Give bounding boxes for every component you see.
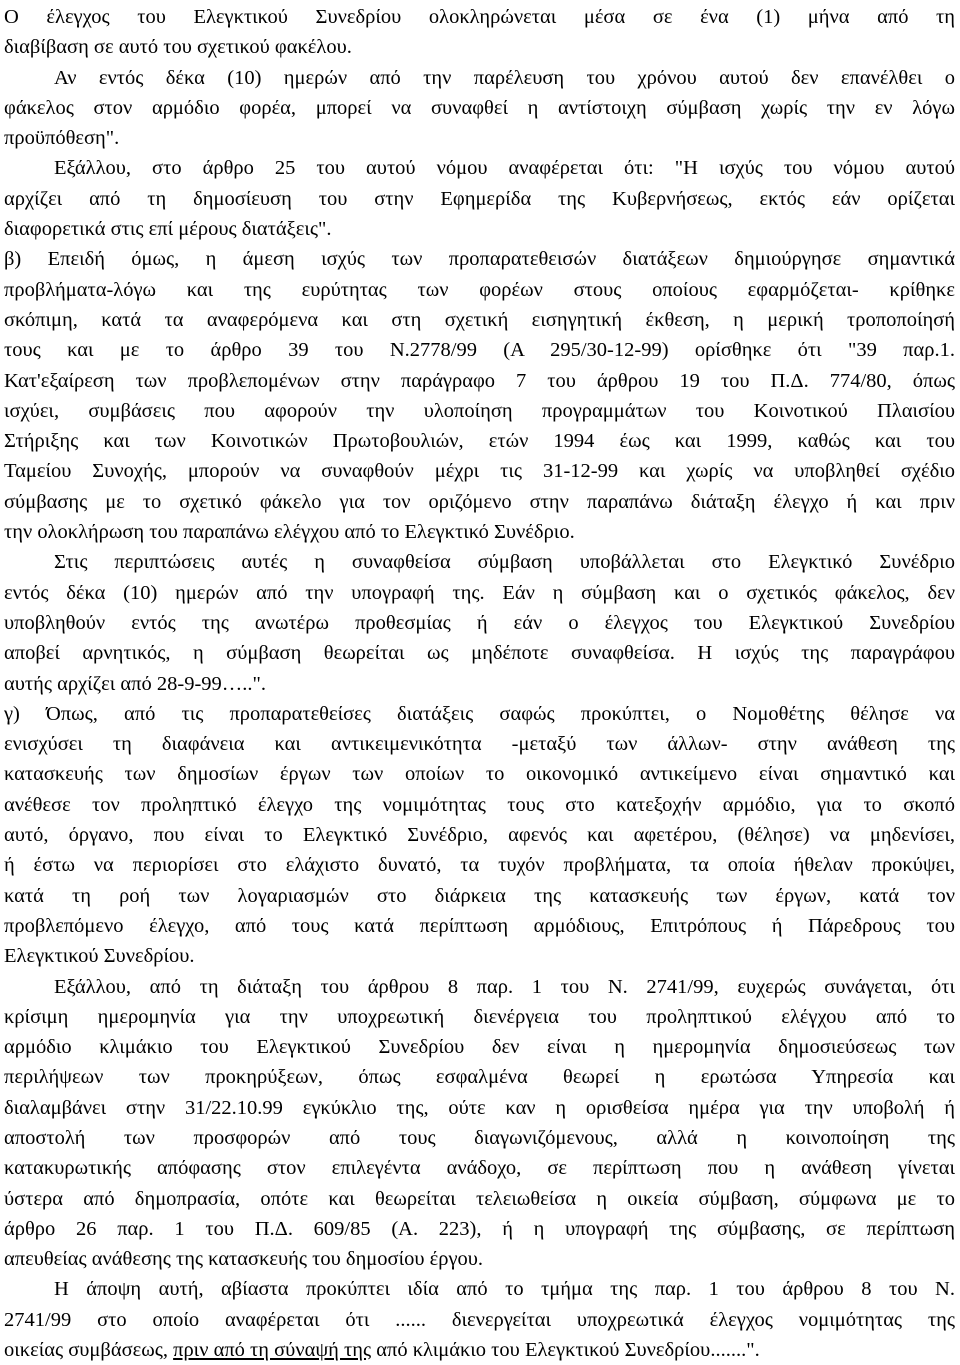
- text-line: κατασκευής των δημοσίων έργων των οποίων το οικονομικό αντικείμενο είναι σημαντικό και: [4, 763, 955, 786]
- paragraph: [0, 972, 955, 1275]
- text-line: φάκελος στον αρμόδιο φορέα, μπορεί να συναφθεί η αντίστοιχη σύμβαση χωρίς την εν λόγω: [4, 96, 955, 119]
- text-line: κατακυρωτικής απόφασης στον επιλεγέντα ανάδοχο, σε περίπτωση που η ανάθεση γίνεται: [4, 1157, 955, 1180]
- text-line: Στις περιπτώσεις αυτές η συναφθείσα σύμβαση υποβάλλεται στο Ελεγκτικό Συνέδριο: [54, 551, 955, 574]
- text-line: Στήριξης και των Κοινοτικών Πρωτοβουλιών, ετών 1994 έως και 1999, καθώς και του: [4, 430, 955, 453]
- text-line: διαλαμβάνει στην 31/22.10.99 εγκύκλιο της, ούτε καν η ορισθείσα ημέρα για την υποβολή ή: [4, 1096, 955, 1119]
- text-line: Η άποψη αυτή, αβίαστα προκύπτει ιδία από το τμήμα της παρ. 1 του άρθρου 8 του Ν.: [54, 1278, 955, 1301]
- text-line: προβλεπόμενο έλεγχο, από τους κατά περίπτωση αρμόδιους, Επιτρόπους ή Πάρεδρους του: [4, 914, 955, 937]
- text-line: ή έστω να περιορίσει στο ελάχιστο δυνατό, τα τυχόν προβλήματα, τα οποία ήθελαν προκύψει,: [4, 854, 955, 877]
- paragraph: [0, 63, 955, 154]
- text-line: προβλήματα-λόγω και της ευρύτητας των φορέων στους οποίους εφαρμόζεται- κρίθηκε: [4, 278, 955, 301]
- text-line: κρίσιμη ημερομηνία για την υποχρεωτική διενέργεια του προληπτικού ελέγχου από το: [4, 1005, 955, 1028]
- paragraph: [0, 1274, 955, 1365]
- text-line: Ταμείου Συνοχής, μπορούν να συναφθούν μέχρι τις 31-12-99 και χωρίς να υποβληθεί σχέδιο: [4, 460, 955, 483]
- text-line: β) Επειδή όμως, η άμεση ισχύς των προπαρατεθεισών διατάξεων δημιούργησε σημαντικά: [4, 248, 955, 271]
- text-line: διαφορετικά στις επί μέρους διατάξεις".: [4, 218, 332, 241]
- text-line: 2741/99 στο οποίο αναφέρεται ότι ...... διενεργείται υποχρεωτικά έλεγχος νομιμότητας της: [4, 1308, 955, 1331]
- text-line: αυτής αρχίζει από 28-9-99…..".: [4, 672, 267, 695]
- text-line: περιλήψεων των προκηρύξεων, όπως εσφαλμένα θεωρεί η ερωτώσα Υπηρεσία και: [4, 1066, 955, 1089]
- paragraph: [0, 244, 955, 547]
- text-line: ισχύει, συμβάσεις που αφορούν την υλοποίηση προγραμμάτων του Κοινοτικού Πλαισίου: [4, 399, 955, 422]
- paragraph: [0, 153, 955, 244]
- text-line: διαβίβαση σε αυτό του σχετικού φακέλου.: [4, 36, 352, 59]
- text-line: αρχίζει από τη δημοσίευση του στην Εφημερίδα της Κυβερνήσεως, εκτός εάν ορίζεται: [4, 187, 955, 210]
- text-line: την ολοκλήρωση του παραπάνω ελέγχου από το Ελεγκτικό Συνέδριο.: [4, 521, 575, 544]
- text-line: κατά τη ροή των λογαριασμών στο διάρκεια της κατασκευής των έργων, κατά τον: [4, 884, 955, 907]
- text-line: σύμβασης με το σχετικό φάκελο για τον οριζόμενο στην παραπάνω διάταξη έλεγχο ή και πριν: [4, 490, 955, 513]
- paragraph: [0, 699, 955, 972]
- text-line: αποβεί αρνητικός, η σύμβαση θεωρείται ως μηδέποτε συναφθείσα. Η ισχύς της παραγράφου: [4, 642, 955, 665]
- text-line: ανέθεσε τον προληπτικό έλεγχο της νομιμότητας τους στο κατεξοχήν αρμόδιο, για το σκοπό: [4, 793, 955, 816]
- text-line: ύστερα από δημοπρασία, οπότε και θεωρείται τελειωθείσα η οικεία σύμβαση, σύμφωνα με το: [4, 1187, 955, 1210]
- underlined-text: πριν από τη σύναψή της: [173, 1339, 372, 1362]
- text-line: Ελεγκτικού Συνεδρίου.: [4, 945, 195, 968]
- paragraph: [0, 2, 955, 63]
- text-line: [4, 1335, 955, 1365]
- text-line: εντός δέκα (10) ημερών από την υπογραφή της. Εάν η σύμβαση και ο σχετικός φάκελος, δεν: [4, 581, 955, 604]
- text-line: άρθρο 26 παρ. 1 του Π.Δ. 609/85 (Α. 223), ή η υπογραφή της σύμβασης, σε περίπτωση: [4, 1217, 955, 1240]
- text-line: αρμόδιο κλιμάκιο του Ελεγκτικού Συνεδρίου δεν είναι η ημερομηνία δημοσιεύσεως των: [4, 1036, 955, 1059]
- text-run: από κλιμάκιο του Ελεγκτικού Συνεδρίου.......".: [371, 1339, 760, 1362]
- paragraph: [0, 547, 955, 698]
- text-line: αποστολή των προσφορών από τους διαγωνιζόμενους, αλλά η κοινοποίηση της: [4, 1126, 955, 1149]
- text-line: Εξάλλου, από τη διάταξη του άρθρου 8 παρ. 1 του Ν. 2741/99, ευχερώς συνάγεται, ότι: [54, 975, 955, 998]
- text-line: αυτό, όργανο, που είναι το Ελεγκτικό Συνέδριο, αφενός και αφετέρου, (θέλησε) να μηδενίσει,: [4, 824, 955, 847]
- text-line: γ) Όπως, από τις προπαρατεθείσες διατάξεις σαφώς προκύπτει, ο Νομοθέτης θέλησε να: [4, 702, 955, 725]
- text-line: Ο έλεγχος του Ελεγκτικού Συνεδρίου ολοκληρώνεται μέσα σε ένα (1) μήνα από τη: [4, 6, 955, 28]
- text-line: ενισχύσει τη διαφάνεια και αντικειμενικότητα -μεταξύ των άλλων- στην ανάθεση της: [4, 733, 955, 756]
- text-line: υποβληθούν εντός της ανωτέρω προθεσμίας ή εάν ο έλεγχος του Ελεγκτικού Συνεδρίου: [4, 611, 955, 634]
- text-line: προϋπόθεση".: [4, 127, 120, 150]
- text-line: απευθείας ανάθεσης της κατασκευής του δημοσίου έργου.: [4, 1248, 484, 1271]
- text-line: Εξάλλου, στο άρθρο 25 του αυτού νόμου αναφέρεται ότι: "Η ισχύς του νόμου αυτού: [54, 157, 955, 180]
- text-run: οικείας συμβάσεως,: [4, 1339, 174, 1362]
- text-line: Κατ'εξαίρεση των προβλεπομένων στην παράγραφο 7 του άρθρου 19 του Π.Δ. 774/80, όπως: [4, 369, 955, 392]
- text-line: σκόπιμη, κατά τα αναφερόμενα και στη σχετική εισηγητική έκθεση, η μερική τροποποίησή: [4, 308, 955, 331]
- text-line: Αν εντός δέκα (10) ημερών από την παρέλευση του χρόνου αυτού δεν επανέλθει ο: [54, 66, 955, 89]
- text-line: τους και με το άρθρο 39 του Ν.2778/99 (Α 295/30-12-99) ορίσθηκε ότι "39 παρ.1.: [4, 339, 955, 362]
